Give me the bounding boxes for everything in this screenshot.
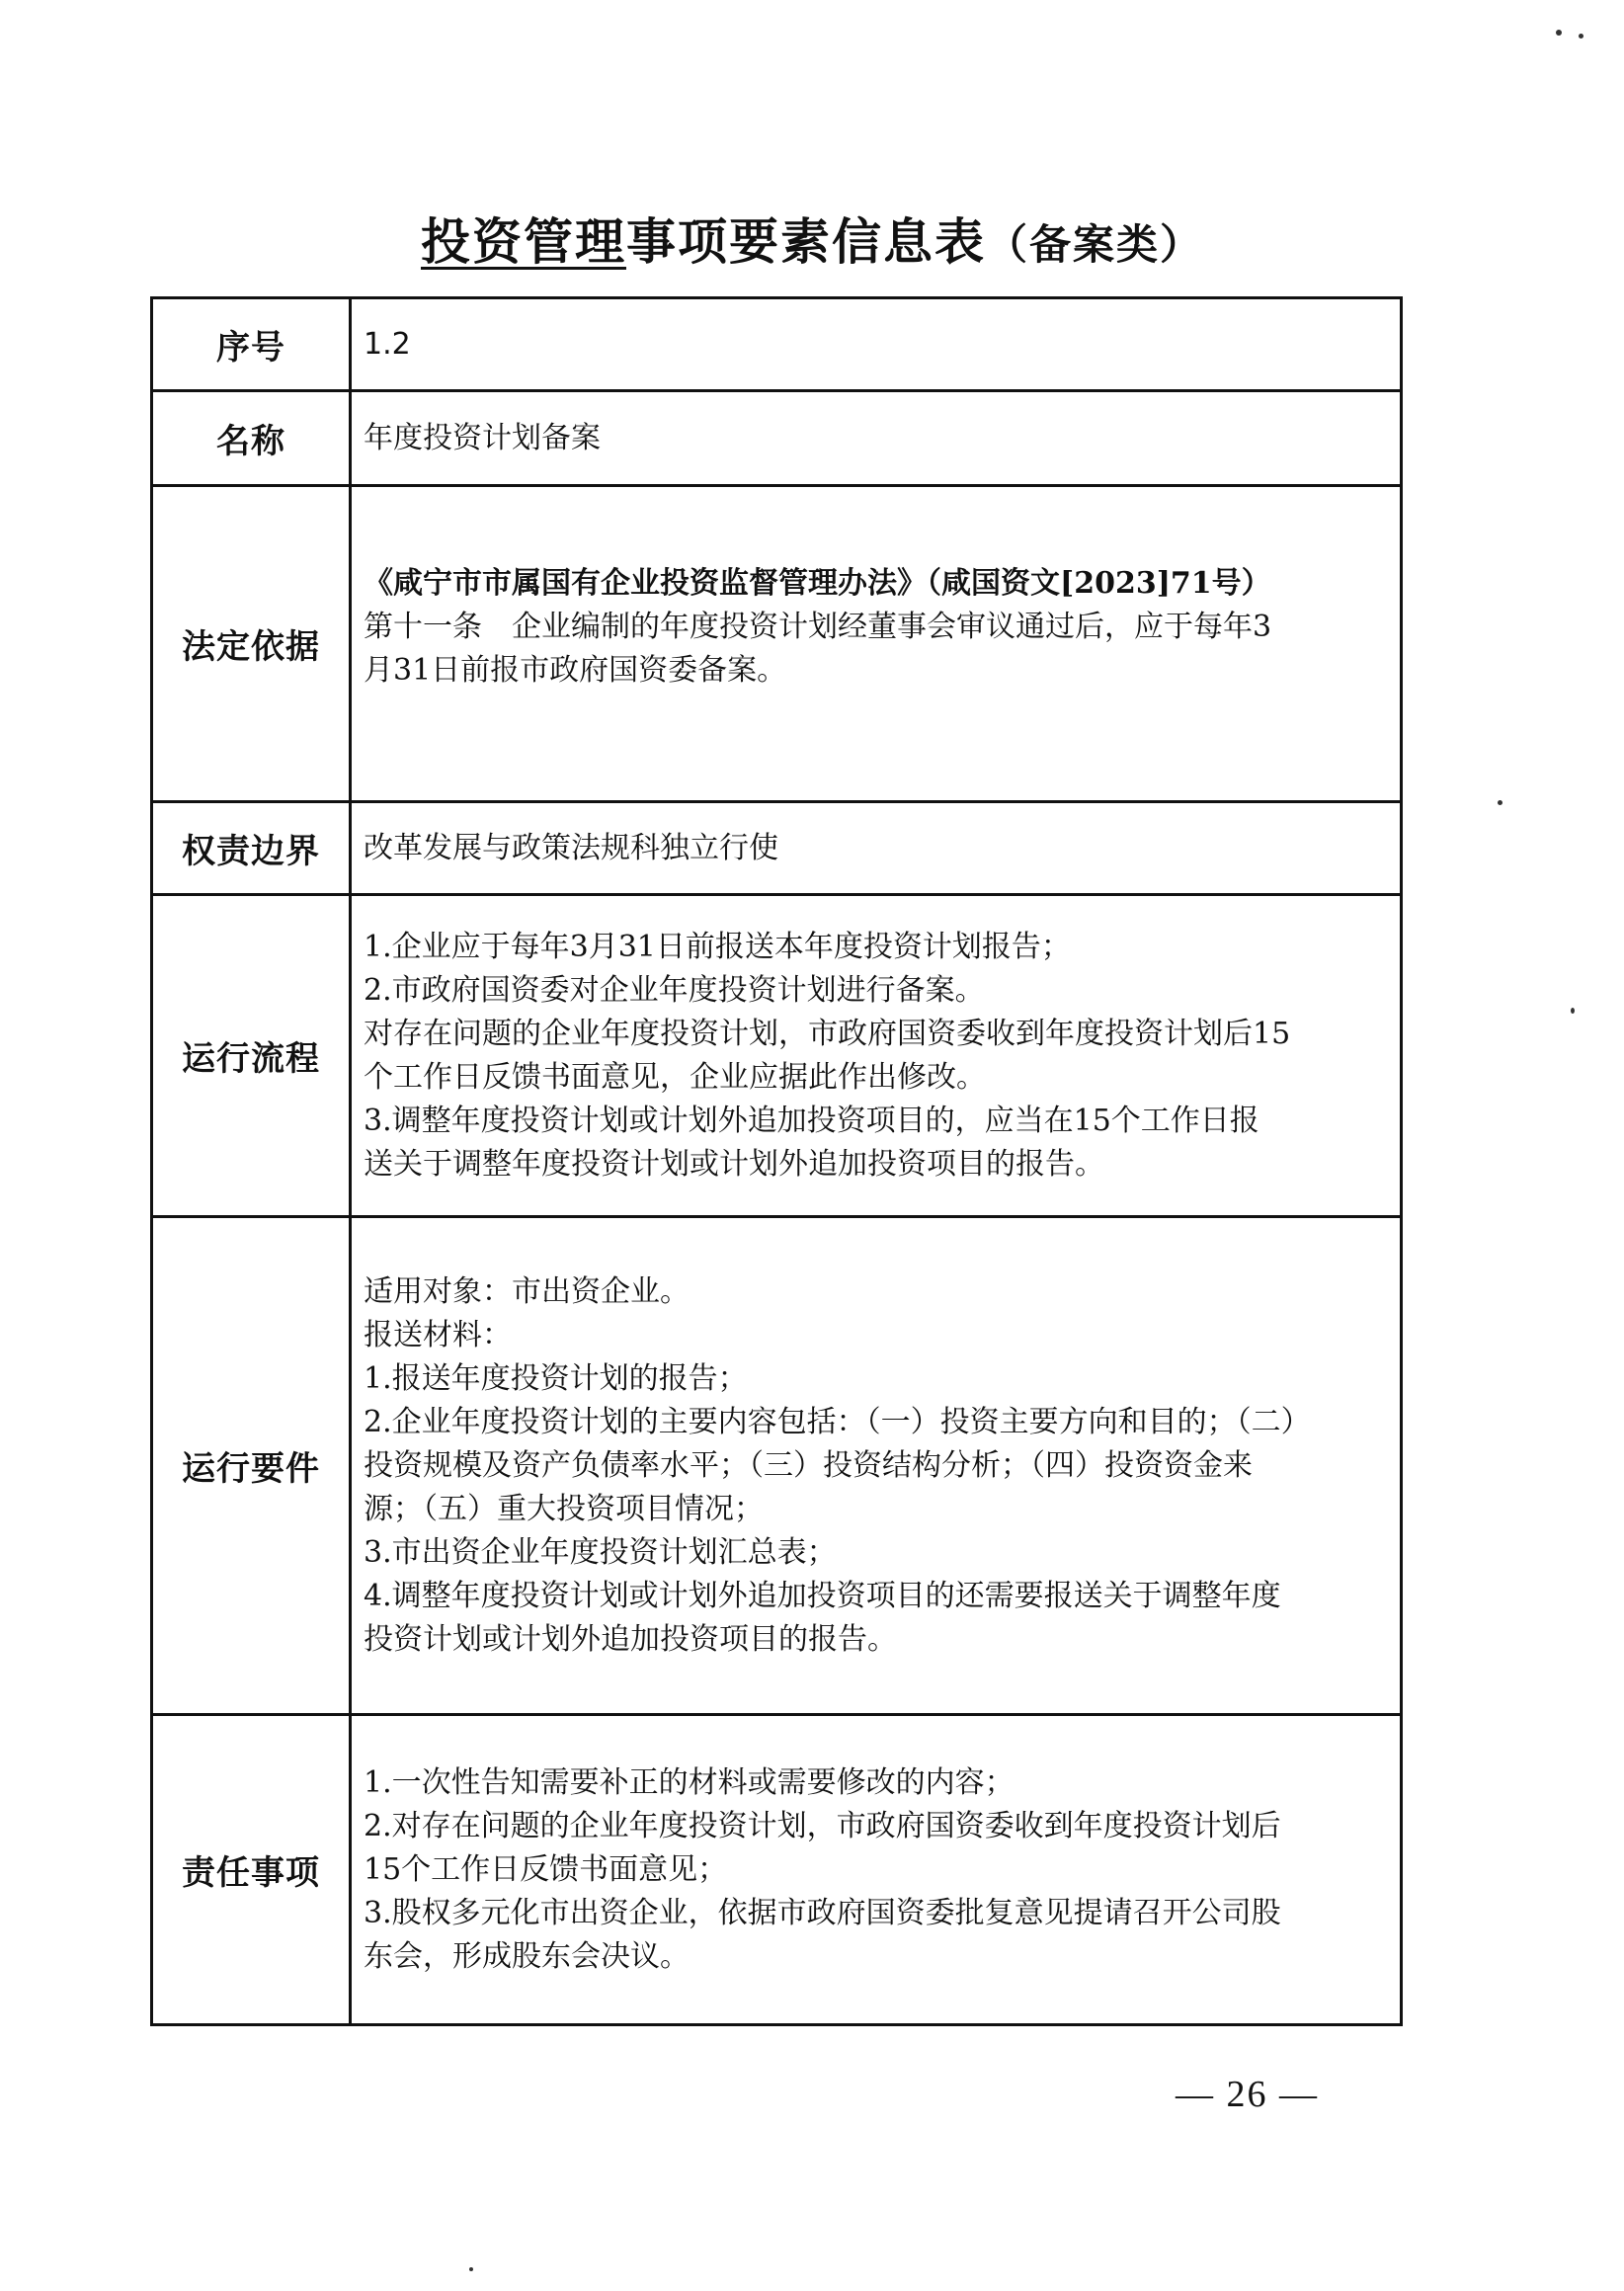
value-line: 1.2 <box>364 326 411 362</box>
label-authority-boundary: 权责边界 <box>152 802 351 895</box>
value-name <box>351 391 1402 486</box>
value-line: 3.调整年度投资计划或计划外追加投资项目的，应当在15个工作日报 <box>364 1103 1259 1138</box>
value-line: 东会，形成股东会决议。 <box>364 1938 690 1974</box>
value-line: 第十一条 企业编制的年度投资计划经董事会审议通过后，应于每年3 <box>364 610 1272 644</box>
value-line: 源；（五）重大投资项目情况； <box>364 1491 764 1526</box>
value-line: 投资计划或计划外追加投资项目的报告。 <box>364 1621 897 1657</box>
row-responsibilities <box>152 1715 1402 2025</box>
row-serial-number <box>152 298 1402 391</box>
title-underlined: 投资管理 <box>420 213 626 271</box>
value-line: 报送材料： <box>364 1317 512 1352</box>
value-line: 年度投资计划备案 <box>364 420 601 455</box>
value-operation-requirements <box>351 1217 1402 1715</box>
label-name: 名称 <box>152 391 351 486</box>
label-responsibilities: 责任事项 <box>152 1715 351 2025</box>
value-authority-boundary <box>351 802 1402 895</box>
value-line: 3.市出资企业年度投资计划汇总表； <box>364 1534 837 1570</box>
value-line: 《咸宁市市属国有企业投资监督管理办法》（咸国资文[2023]71号） <box>364 566 1271 601</box>
label-operation-process: 运行流程 <box>152 895 351 1217</box>
scan-speck <box>1556 30 1562 36</box>
value-responsibilities <box>351 1715 1402 2025</box>
value-line: 个工作日反馈书面意见，企业应据此作出修改。 <box>364 1059 986 1095</box>
value-line: 1.报送年度投资计划的报告； <box>364 1360 748 1396</box>
label-operation-requirements: 运行要件 <box>152 1217 351 1715</box>
value-line: 改革发展与政策法规科独立行使 <box>364 830 778 865</box>
value-line: 15个工作日反馈书面意见； <box>364 1851 728 1887</box>
value-line: 2.对存在问题的企业年度投资计划，市政府国资委收到年度投资计划后 <box>364 1808 1281 1843</box>
value-operation-process <box>351 895 1402 1217</box>
value-legal-basis <box>351 486 1402 802</box>
row-name <box>152 391 1402 486</box>
value-line: 2.市政府国资委对企业年度投资计划进行备案。 <box>364 972 985 1008</box>
row-legal-basis <box>152 486 1402 802</box>
value-line: 送关于调整年度投资计划或计划外追加投资项目的报告。 <box>364 1146 1104 1182</box>
value-line: 1.一次性告知需要补正的材料或需要修改的内容； <box>364 1764 1015 1800</box>
scan-speck <box>1498 800 1502 805</box>
row-operation-requirements <box>152 1217 1402 1715</box>
label-serial-number: 序号 <box>152 298 351 391</box>
value-line: 对存在问题的企业年度投资计划，市政府国资委收到年度投资计划后15 <box>364 1016 1291 1051</box>
scan-speck <box>1579 34 1583 39</box>
value-line: 投资规模及资产负债率水平；（三）投资结构分析；（四）投资资金来 <box>364 1447 1253 1483</box>
row-operation-process <box>152 895 1402 1217</box>
title-rest: 事项要素信息表 <box>625 213 986 271</box>
value-line: 4.调整年度投资计划或计划外追加投资项目的还需要报送关于调整年度 <box>364 1578 1281 1613</box>
scan-speck <box>1571 1008 1575 1014</box>
page-number: — 26 — <box>1176 2074 1319 2115</box>
label-legal-basis: 法定依据 <box>152 486 351 802</box>
value-line: 月31日前报市政府国资委备案。 <box>364 653 787 688</box>
scan-speck <box>469 2267 473 2271</box>
page-title <box>0 203 1624 274</box>
info-table <box>150 296 1403 2026</box>
value-line: 适用对象：市出资企业。 <box>364 1273 690 1309</box>
value-serial-number <box>351 298 1402 391</box>
value-line: 1.企业应于每年3月31日前报送本年度投资计划报告； <box>364 929 1071 964</box>
row-authority-boundary <box>152 802 1402 895</box>
title-subtitle: （备案类） <box>985 220 1203 269</box>
value-line: 3.股权多元化市出资企业，依据市政府国资委批复意见提请召开公司股 <box>364 1895 1281 1930</box>
value-line: 2.企业年度投资计划的主要内容包括：（一）投资主要方向和目的；（二） <box>364 1404 1311 1439</box>
